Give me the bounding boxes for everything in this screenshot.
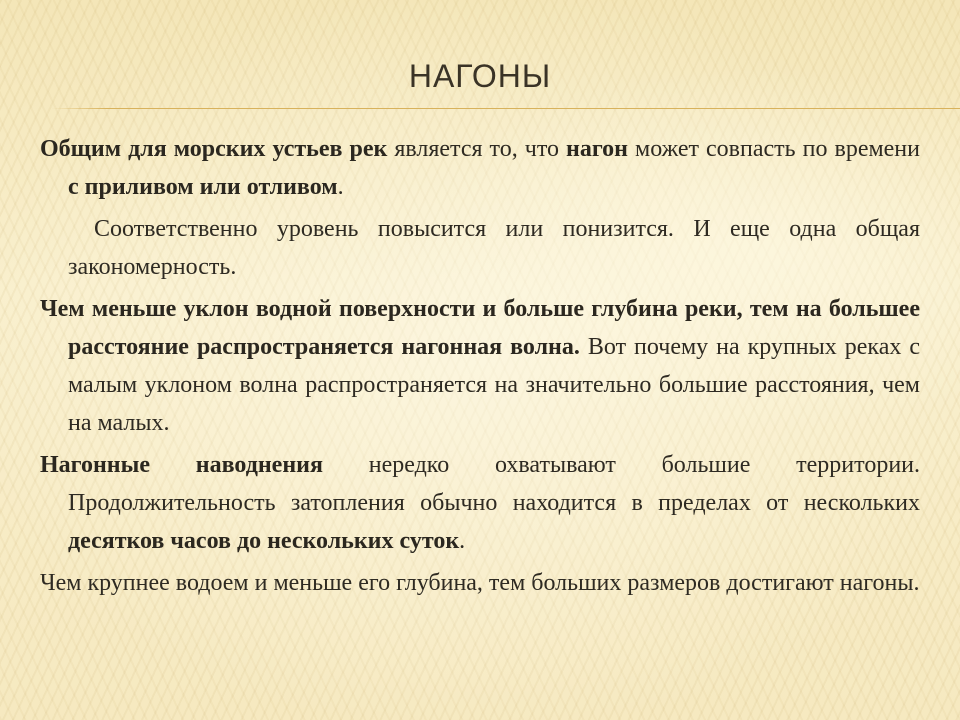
p3-text-1: Вот почему на крупных реках с малым уклоном волна распространяется на значительно большие расстояния, чем на малых. [68, 334, 920, 436]
paragraph-1 [40, 130, 920, 206]
slide-title: НАГОНЫ [408, 58, 552, 94]
paragraph-5 [40, 564, 920, 602]
p1-bold-2: нагон [566, 136, 628, 162]
paragraph-3 [40, 290, 920, 442]
p2-text-1: Соответственно уровень повысится или понизится. И еще одна общая закономерность. [68, 216, 920, 280]
paragraph-2 [40, 210, 920, 286]
p3-bold-1: Чем меньше уклон водной поверхности и больше глубина реки, тем на большее расстояние распространяется нагонная волна. [40, 296, 920, 360]
p4-text-1: нередко охватывают большие территории. Продолжительность затопления обычно находится в пределах от нескольких [68, 452, 920, 516]
p1-bold-1: Общим для морских устьев рек [40, 136, 388, 162]
p1-text-3: . [337, 174, 344, 200]
p4-bold-1: Нагонные наводнения [40, 452, 323, 478]
p1-text-1: является то, что [387, 136, 567, 162]
p5-text-1: Чем крупнее водоем и меньше его глубина, тем больших размеров достигают нагоны. [40, 570, 920, 596]
p1-text-2: может совпасть по времени [627, 136, 920, 162]
p4-bold-2: десятков часов до нескольких суток [68, 528, 460, 554]
title-divider [52, 108, 960, 109]
paragraph-4 [40, 446, 920, 560]
p1-bold-3: с приливом или отливом [68, 174, 338, 200]
p4-text-2: . [459, 528, 466, 554]
slide-body [40, 130, 920, 606]
